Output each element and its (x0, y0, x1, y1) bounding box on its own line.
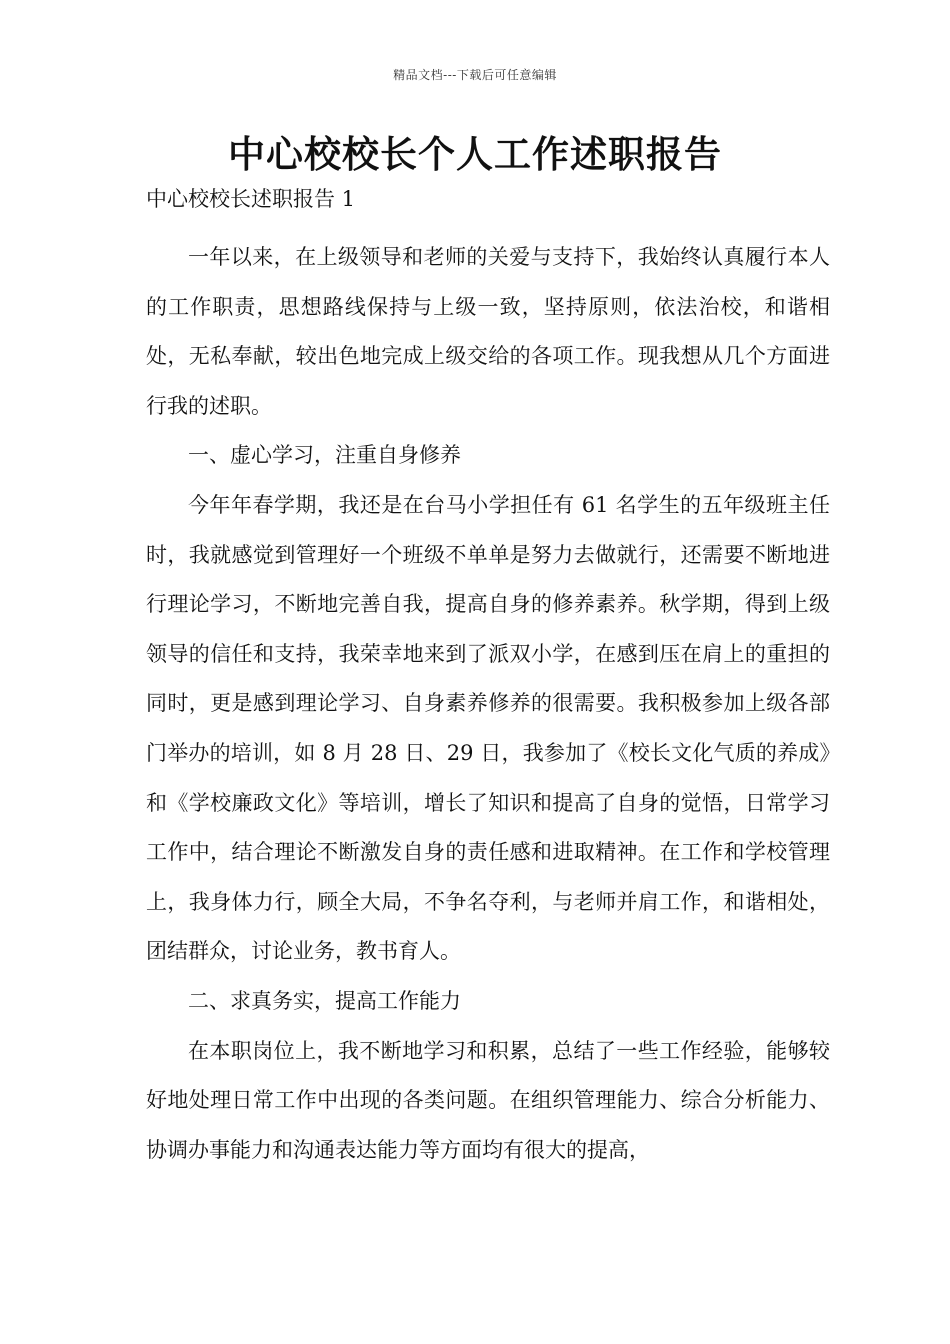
paragraph-intro: 一年以来，在上级领导和老师的关爱与支持下，我始终认真履行本人的工作职责，思想路线保持与上级一致，坚持原则，依法治校，和谐相处，无私奉献，较出色地完成上级交给的各项工作。现我想从几个方面进行我的述职。 (146, 245, 830, 418)
section-heading-2: 二、求真务实，提高工作能力 (188, 988, 461, 1013)
paragraph-section-1: 今年年春学期，我还是在台马小学担任有 61 名学生的五年级班主任时，我就感觉到管理好一个班级不单单是努力去做就行，还需要不断地进行理论学习，不断地完善自我，提高自身的修养素养。秋学期，得到上级领导的信任和支持，我荣幸地来到了派双小学，在感到压在肩上的重担的同时，更是感到理论学习、自身素养修养的很需要。我积极参加上级各部门举办的培训，如 8 月 28 日、29 日，我参加了《校长文化气质的养成》和《学校廉政文化》等培训，增长了知识和提高了自身的觉悟，日常学习工作中，结合理论不断激发自身的责任感和进取精神。在工作和学校管理上，我身体力行，顾全大局，不争名夺利，与老师并肩工作，和谐相处，团结群众，讨论业务，教书育人。 (146, 492, 830, 964)
document-body (146, 233, 830, 1175)
document-title: 中心校校长个人工作述职报告 (228, 132, 722, 176)
paragraph-section-2: 在本职岗位上，我不断地学习和积累，总结了一些工作经验，能够较好地处理日常工作中出现的各类问题。在组织管理能力、综合分析能力、协调办事能力和沟通表达能力等方面均有很大的提高， (146, 1038, 830, 1162)
section-heading-1: 一、虚心学习，注重自身修养 (188, 443, 461, 468)
header-note: 精品文档---下载后可任意编辑 (393, 68, 557, 82)
document-subtitle: 中心校校长述职报告 1 (146, 187, 356, 211)
